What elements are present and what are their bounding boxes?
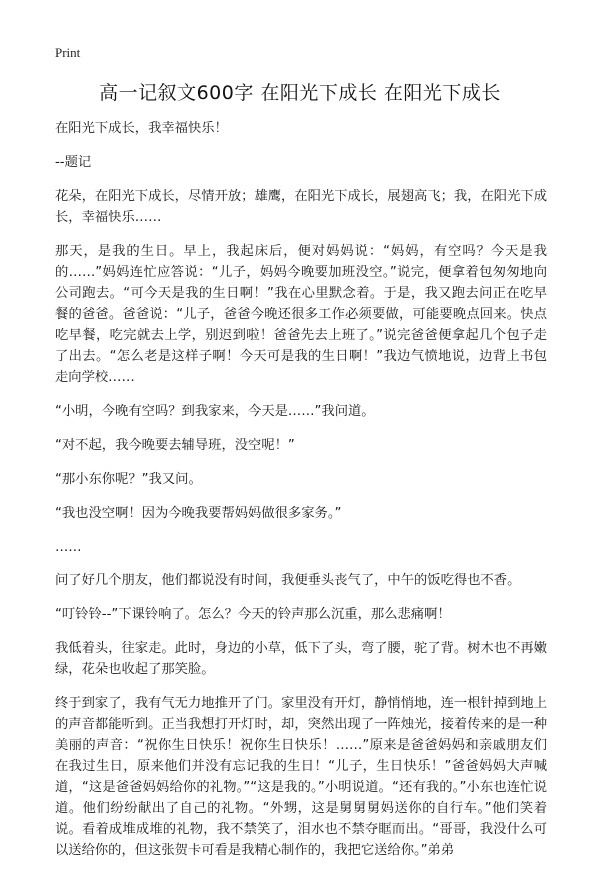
paragraph: “对不起，我今晚要去辅导班，没空呢！” [55, 438, 295, 453]
article-body [55, 118, 547, 874]
paragraph: …… [55, 540, 82, 555]
paragraph: “那小东你呢？”我又问。 [55, 472, 202, 487]
paragraph: --题记 [55, 155, 92, 170]
paragraph: “叮铃铃--”下课铃响了。怎么？今天的铃声那么沉重，那么悲痛啊！ [55, 607, 451, 622]
paragraph: 花朵，在阳光下成长，尽情开放；雄鹰，在阳光下成长，展翅高飞；我，在阳光下成长，幸福快乐…… [55, 189, 547, 225]
paragraph: 终于到家了，我有气无力地推开了门。家里没有开灯，静悄悄地，连一根针掉到地上的声音都能听到。正当我想打开灯时，却，突然出现了一阵烛光，接着传来的是一种美丽的声音：“祝你生日快乐！祝你生日快乐！……”原来是爸爸妈妈和亲戚朋友们在我过生日，原来他们并没有忘记我的生日！“儿子，生日快乐！”爸爸妈妈大声喊道，“这是爸爸妈妈给你的礼物。”“这是我的。”小明说道。“还有我的。”小东也连忙说道。他们纷纷献出了自己的礼物。“外甥，这是舅舅舅妈送你的自行车。”他们笑着说。看着成堆成堆的礼物，我不禁笑了，泪水也不禁夺眶而出。“哥哥，我没什么可以送给你的，但这张贺卡可看是我精心制作的，我把它送给你。”弟弟 [55, 696, 547, 858]
page-title: 高一记叙文600字 在阳光下成长 在阳光下成长 [99, 82, 501, 104]
paragraph: “小明，今晚有空吗？到我家来，今天是……”我问道。 [55, 404, 375, 419]
paragraph: 那天，是我的生日。早上，我起床后，便对妈妈说：“妈妈，有空吗？今天是我的……”妈妈连忙应答说：“儿子，妈妈今晚要加班没空。”说完，便拿着包匆匆地向公司跑去。“可今天是我的生日啊！”我在心里默念着。于是，我又跑去问正在吃早餐的爸爸。爸爸说：“儿子，爸爸今晚还很多工作必须要做，可能要晚点回来。快点吃早餐，吃完就去上学，别迟到啦！爸爸先去上班了。”说完爸爸便拿起几个包子走了出去。“怎么老是这样子啊！今天可是我的生日啊！”我边气愤地说，边背上书包走向学校…… [55, 244, 547, 385]
paragraph: “我也没空啊！因为今晚我要帮妈妈做很多家务。” [55, 506, 342, 521]
print-label: Print [55, 45, 81, 60]
paragraph: 我低着头，往家走。此时，身边的小草，低下了头，弯了腰，驼了背。树木也不再嫩绿，花朵也收起了那笑脸。 [55, 641, 547, 677]
paragraph: 问了好几个朋友，他们都说没有时间，我便垂头丧气了，中午的饭吃得也不香。 [55, 573, 521, 588]
paragraph: 在阳光下成长，我幸福快乐！ [55, 121, 228, 136]
